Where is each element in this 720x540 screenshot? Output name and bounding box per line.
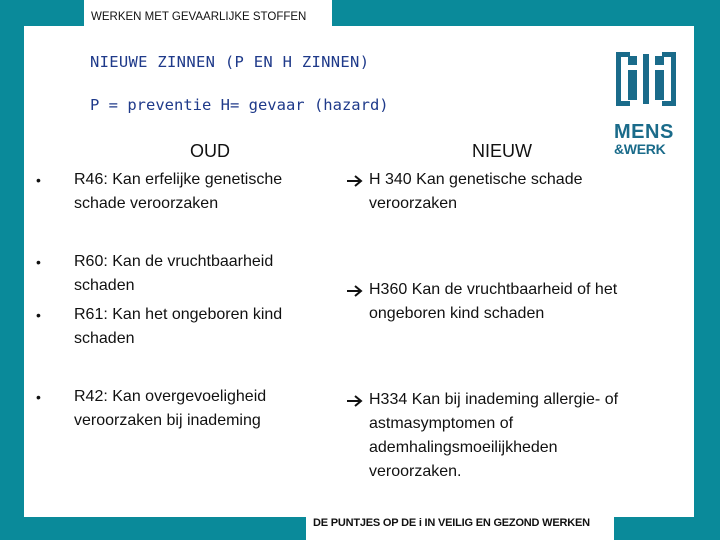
old-item-line: schade veroorzaken <box>74 195 219 212</box>
arrow-right-icon <box>347 395 363 407</box>
old-item-line: Kan het ongeboren kind <box>112 306 283 323</box>
old-item-r42 <box>74 385 266 433</box>
old-item-code: R61: <box>74 306 108 323</box>
new-item-line: ademhalingsmoeilijkheden <box>369 439 558 456</box>
mens-werk-logo <box>614 48 678 156</box>
old-item-line: schaden <box>74 330 135 347</box>
bullet-icon: • <box>36 307 41 323</box>
arrow-right-icon <box>347 175 363 187</box>
arrow-right-icon <box>347 285 363 297</box>
logo-mark-icon <box>614 48 678 110</box>
bullet-icon: • <box>36 254 41 270</box>
old-item-line: schaden <box>74 277 135 294</box>
logo-text-werk: &WERK <box>614 141 666 157</box>
header-label: WERKEN MET GEVAARLIJKE STOFFEN <box>91 11 307 23</box>
logo-text-mens: MENS <box>614 121 674 143</box>
new-item-line: ongeboren kind schaden <box>369 305 545 322</box>
old-item-r60 <box>74 250 273 298</box>
slide-title: NIEUWE ZINNEN (P EN H ZINNEN) <box>90 53 370 71</box>
right-teal-border <box>694 0 720 540</box>
new-item-line: H334 Kan bij inademing allergie- of <box>369 391 619 408</box>
new-item-line: veroorzaken <box>369 195 458 212</box>
old-item-line: Kan de vruchtbaarheid <box>112 253 274 270</box>
old-item-r46 <box>74 168 282 216</box>
old-item-r61 <box>74 303 282 351</box>
old-item-line: Kan erfelijke genetische <box>112 171 283 188</box>
new-item-line: H 340 Kan genetische schade <box>369 171 583 188</box>
old-item-line: Kan overgevoeligheid <box>112 388 267 405</box>
column-heading-new: NIEUW <box>472 141 532 161</box>
new-item-h334 <box>369 388 618 484</box>
new-item-line: H360 Kan de vruchtbaarheid of het <box>369 281 618 298</box>
bullet-icon: • <box>36 172 41 188</box>
left-teal-border <box>0 0 24 540</box>
bullet-icon: • <box>36 389 41 405</box>
old-item-line: veroorzaken bij inademing <box>74 412 261 429</box>
new-item-line: veroorzaken. <box>369 463 462 480</box>
new-item-h360 <box>369 278 617 326</box>
new-item-h340 <box>369 168 582 216</box>
old-item-code: R60: <box>74 253 108 270</box>
old-item-code: R42: <box>74 388 108 405</box>
new-item-line: astmasymptomen of <box>369 415 514 432</box>
old-item-code: R46: <box>74 171 108 188</box>
slide-subtitle: P = preventie H= gevaar (hazard) <box>90 96 389 114</box>
column-heading-old: OUD <box>190 141 230 161</box>
footer-slogan: DE PUNTJES OP DE i IN VEILIG EN GEZOND WERKEN <box>313 517 590 529</box>
